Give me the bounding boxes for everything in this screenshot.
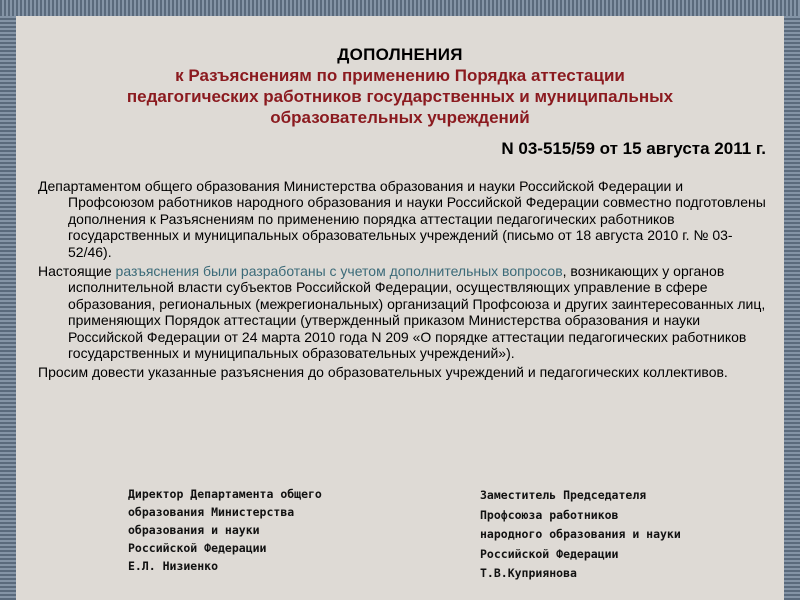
signature-right-line: Профсоюза работников: [480, 507, 619, 522]
signature-right-line: Заместитель Председателя: [480, 488, 647, 502]
paragraph-1: Департаментом общего образования Министерства образования и науки Российской Федерации и Профсоюзом работников народного образования и науки Российской Федерации совместно подготовлены дополнения к Разъяснениям по применению порядка аттестации педагогических работников государственных и муниципальных образовательных учреждений (письмо от 18 августа 2010 г. № 03-52/46).: [38, 178, 766, 260]
title-heading: ДОПОЛНЕНИЯ: [337, 45, 463, 64]
signature-right-line: Российской Федерации: [480, 546, 619, 561]
signature-left-line: образования Министерства: [128, 505, 295, 519]
signature-right-name: Т.В.Куприянова: [480, 566, 577, 580]
signature-right-line: народного образования и науки: [480, 527, 681, 541]
signature-right: [480, 486, 681, 584]
slide-frame-left: [0, 16, 16, 600]
paragraph-2-start: Настоящие: [38, 263, 116, 280]
paragraph-2: [38, 263, 768, 361]
title-subtitle-line-3: образовательных учреждений: [270, 108, 530, 127]
slide-content: [16, 16, 784, 600]
paragraph-3: Просим довести указанные разъяснения до образовательных учреждений и педагогических коллективов.: [38, 364, 728, 381]
signature-left-line: Директор Департамента общего: [128, 487, 322, 501]
document-title: [16, 44, 784, 128]
title-subtitle-line-1: к Разъяснениям по применению Порядка аттестации: [175, 66, 625, 85]
signature-left-line: образования и науки: [128, 523, 260, 537]
paragraph-2-rest: , возникающих у органов исполнительной власти субъектов Российской Федерации, осуществляющих управление в сфере образования, региональных (межрегиональных) организаций Профсоюза и других заинтересованных лиц, применяющих Порядок аттестации (утвержденный приказом Министерства образования и науки Российской Федерации от 24 марта 2010 года N 209 «О порядке аттестации педагогических работников государственных и муниципальных образовательных учреждений»).: [68, 263, 766, 362]
signature-left-line: Российской Федерации: [128, 541, 267, 555]
signature-left-name: Е.Л. Низиенко: [128, 559, 219, 573]
title-subtitle-line-2: педагогических работников государственных и муниципальных: [126, 87, 674, 106]
signature-left: [128, 485, 322, 575]
slide-frame-top: [0, 0, 800, 16]
paragraph-2-highlight: разъяснения были разработаны с учетом дополнительных вопросов: [115, 263, 563, 280]
slide-frame-right: [784, 16, 800, 600]
document-number: N 03-515/59 от 15 августа 2011 г.: [501, 139, 766, 158]
document-body: [38, 178, 768, 384]
